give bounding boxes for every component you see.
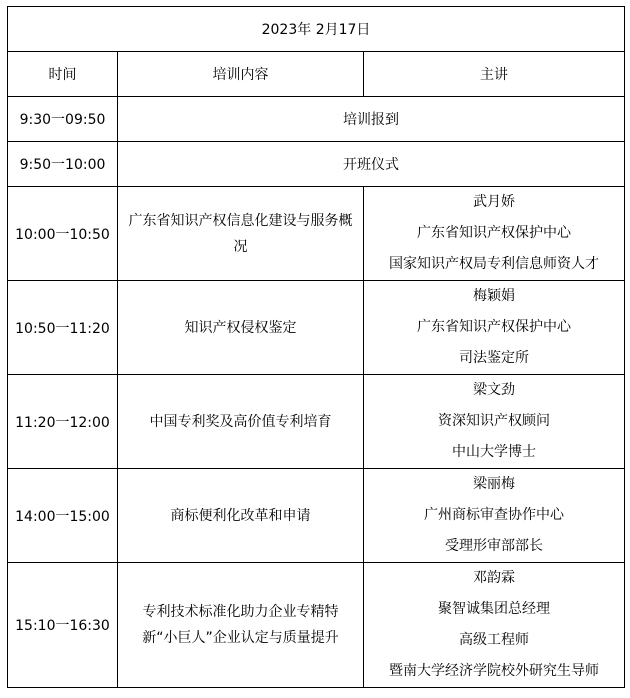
speaker-cell (364, 281, 625, 375)
topic-cell (118, 469, 364, 563)
topic-text: 专利技术标准化助力企业专精特新“小巨人”企业认定与质量提升 (142, 604, 339, 646)
topic-cell (118, 281, 364, 375)
speaker-title: 国家知识产权局专利信息师资人才 (389, 256, 600, 272)
time-cell: 10:50一11:20 (8, 281, 118, 375)
topic-text: 商标便利化改革和申请 (170, 507, 311, 524)
table-row (8, 187, 625, 281)
time-cell: 9:30一09:50 (8, 97, 118, 142)
speaker-cell (364, 563, 625, 688)
speaker-title: 司法鉴定所 (459, 350, 530, 366)
topic-cell (118, 187, 364, 281)
training-schedule-table (7, 6, 625, 688)
time-cell: 10:00一10:50 (8, 187, 118, 281)
header-content: 培训内容 (118, 52, 364, 97)
speaker-name: 梁文劲 (473, 382, 516, 398)
event-cell: 开班仪式 (118, 142, 625, 187)
header-time: 时间 (8, 52, 118, 97)
speaker-name: 武月娇 (473, 194, 516, 210)
speaker-cell (364, 375, 625, 469)
header-speaker: 主讲 (364, 52, 625, 97)
speaker-affiliation: 聚智诚集团总经理 (438, 601, 551, 617)
time-cell: 14:00一15:00 (8, 469, 118, 563)
table-row (8, 563, 625, 688)
speaker-affiliation: 广东省知识产权保护中心 (417, 225, 572, 241)
speaker-role: 暨南大学经济学院校外研究生导师 (389, 663, 600, 679)
table-row (8, 97, 625, 142)
speaker-affiliation: 资深知识产权顾问 (438, 413, 551, 429)
speaker-affiliation: 广州商标审查协作中心 (424, 507, 565, 523)
table-row (8, 142, 625, 187)
speaker-cell (364, 469, 625, 563)
topic-cell (118, 563, 364, 688)
speaker-title: 受理形审部部长 (445, 538, 544, 554)
topic-text: 广东省知识产权信息化建设与服务概况 (128, 212, 353, 255)
table-row (8, 469, 625, 563)
speaker-affiliation: 广东省知识产权保护中心 (417, 319, 572, 335)
date-row (8, 7, 625, 52)
table-row (8, 375, 625, 469)
schedule-date: 2023年 2月17日 (8, 7, 625, 52)
header-row (8, 52, 625, 97)
time-cell: 15:10一16:30 (8, 563, 118, 688)
speaker-title: 高级工程师 (459, 632, 530, 648)
event-cell: 培训报到 (118, 97, 625, 142)
speaker-cell (364, 187, 625, 281)
time-cell: 9:50一10:00 (8, 142, 118, 187)
time-cell: 11:20一12:00 (8, 375, 118, 469)
table-row (8, 281, 625, 375)
topic-cell (118, 375, 364, 469)
speaker-title: 中山大学博士 (452, 444, 537, 460)
speaker-name: 邓韵霖 (473, 570, 516, 586)
speaker-name: 梅颖娟 (473, 288, 516, 304)
topic-text: 中国专利奖及高价值专利培育 (149, 413, 332, 430)
speaker-name: 梁丽梅 (473, 476, 516, 492)
topic-text: 知识产权侵权鉴定 (184, 319, 297, 336)
